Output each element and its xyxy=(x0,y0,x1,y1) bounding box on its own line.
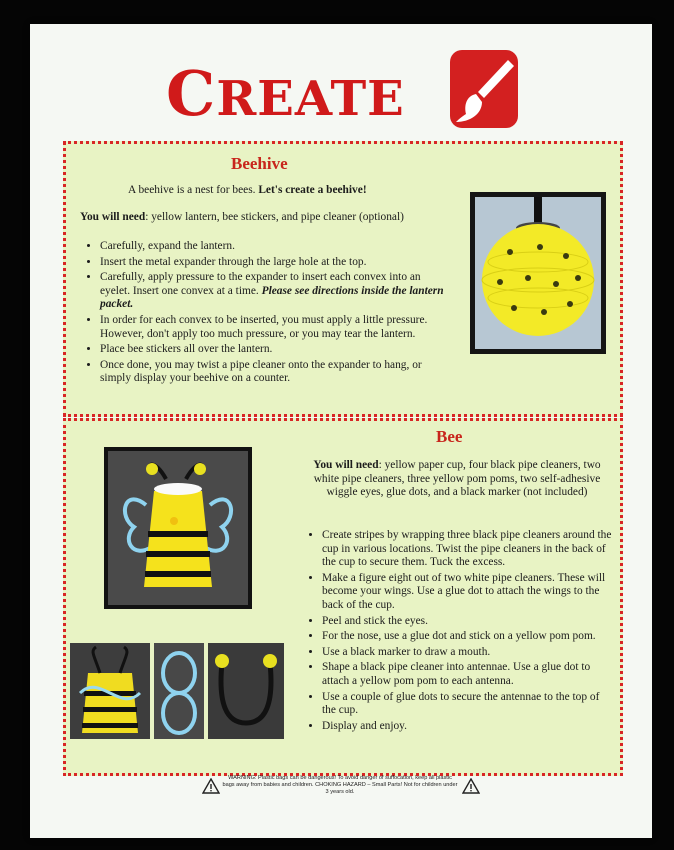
bee-section xyxy=(63,418,623,776)
lantern-photo xyxy=(470,192,606,354)
safety-warning: WARNING: Plastic bags can be dangerous! To avoid danger of suffocation, keep all plastic bags away from babies and children. CHOKING HAZARD – Small Parts! Not for children under 3 years old. xyxy=(222,775,458,795)
list-item: • Peel and stick the eyes. xyxy=(322,615,612,629)
list-item: • Carefully, apply pressure to the expander to insert each convex into an eyelet. Insert one convex at a time. Please see directions inside the lantern packet. xyxy=(100,271,452,312)
list-item: • Shape a black pipe cleaner into antennae. Use a glue dot to attach a yellow pom pom to each antenna. xyxy=(322,661,612,688)
bee-supplies: You will need: yellow paper cup, four black pipe cleaners, two white pipe cleaners, three yellow pom poms, two self-adhesive wiggle eyes, glue dots, and a black marker (not included) xyxy=(313,459,601,499)
list-item: • Make a figure eight out of two white pipe cleaners. These will become your wings. Use a glue dot to attach the wings to the back of the cup. xyxy=(322,572,612,613)
list-item: • Carefully, expand the lantern. xyxy=(100,240,452,254)
antennae-photo xyxy=(208,643,284,739)
bee-craft-photo xyxy=(104,447,252,609)
list-item: • Place bee stickers all over the lantern. xyxy=(100,343,452,357)
activity-sheet xyxy=(30,24,652,838)
paintbrush-icon xyxy=(448,48,520,130)
warning-icon xyxy=(202,778,220,794)
page-title: CREATE xyxy=(166,57,405,130)
list-item: • Create stripes by wrapping three black pipe cleaners around the cup in various locations. Twist the pipe cleaners in the back of the cup to secure them. Tuck the excess. xyxy=(322,529,612,570)
bee-heading: Bee xyxy=(436,427,463,446)
beehive-supplies: You will need: yellow lantern, bee stickers, and pipe cleaner (optional) xyxy=(80,211,404,223)
list-item: • Display and enjoy. xyxy=(322,720,612,734)
list-item: • Use a couple of glue dots to secure the antennae to the top of the cup. xyxy=(322,691,612,718)
list-item: • Once done, you may twist a pipe cleaner onto the expander to hang, or simply display your beehive on a counter. xyxy=(100,359,452,386)
list-item: • For the nose, use a glue dot and stick on a yellow pom pom. xyxy=(322,630,612,644)
beehive-steps xyxy=(80,240,452,388)
warning-icon xyxy=(462,778,480,794)
white-wings-photo xyxy=(154,643,204,739)
list-item: • Insert the metal expander through the large hole at the top. xyxy=(100,256,452,270)
list-item: • Use a black marker to draw a mouth. xyxy=(322,646,612,660)
beehive-section xyxy=(63,141,623,417)
list-item: • In order for each convex to be inserted, you must apply a little pressure. However, don't apply too much pressure, or you may tear the lantern. xyxy=(100,314,452,341)
beehive-intro: A beehive is a nest for bees. Let's create a beehive! xyxy=(128,184,367,196)
bee-stripes-photo xyxy=(70,643,150,739)
bee-steps xyxy=(302,529,612,735)
beehive-heading: Beehive xyxy=(231,154,288,173)
